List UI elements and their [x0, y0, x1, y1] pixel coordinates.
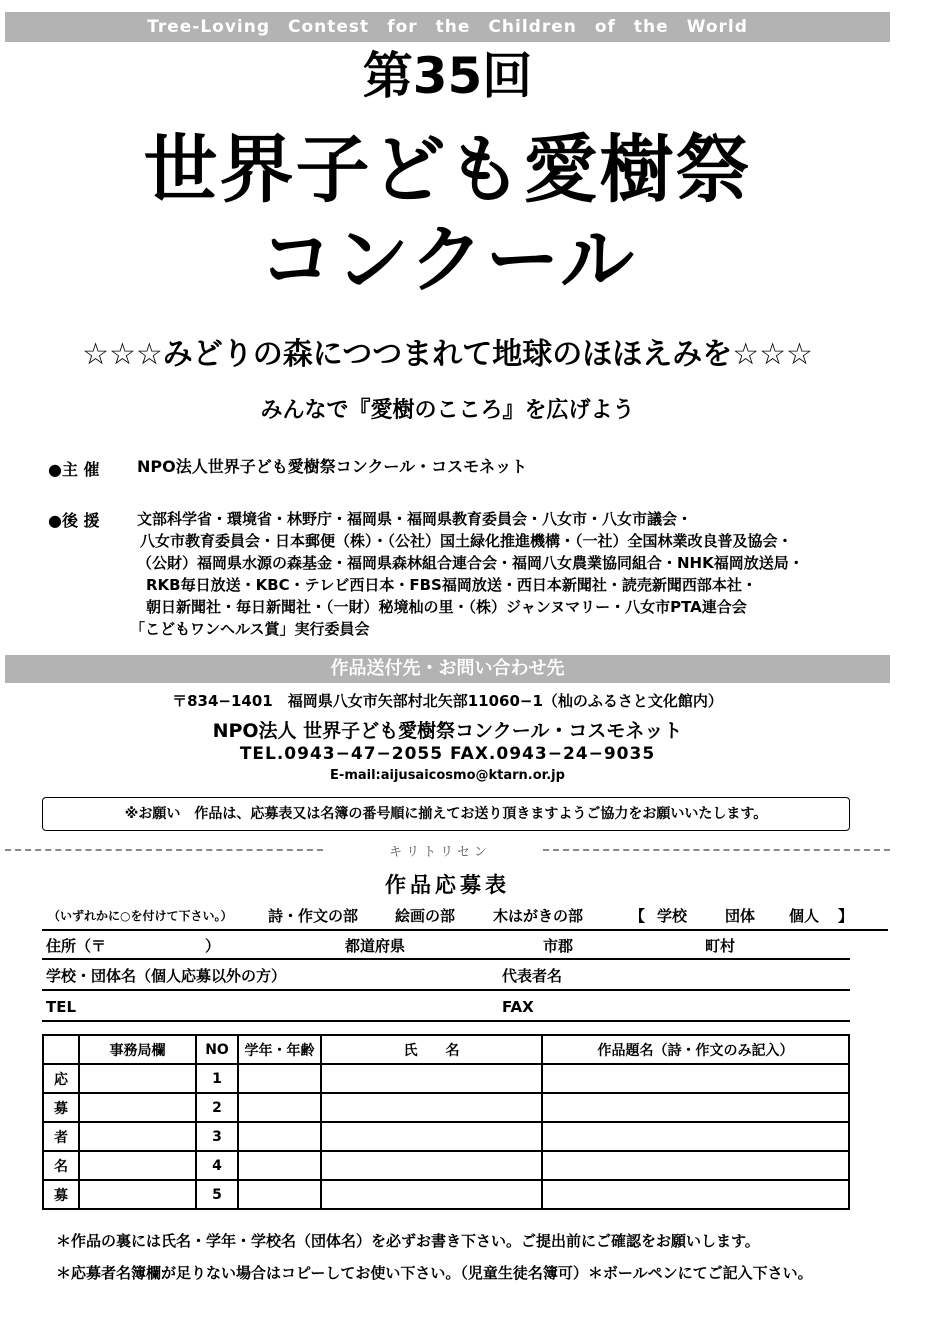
fax-label: FAX — [502, 998, 534, 1016]
contact-banner: 作品送付先・お問い合わせ先 — [5, 655, 890, 683]
name-cell[interactable] — [321, 1180, 542, 1209]
edition-title: 第35回 — [362, 47, 533, 105]
work-title-cell[interactable] — [542, 1122, 849, 1151]
main-title-line1: 世界子ども愛樹祭 — [143, 127, 752, 213]
type-bracket-open: 【 — [630, 907, 646, 925]
grade-cell[interactable] — [238, 1122, 321, 1151]
grade-cell[interactable] — [238, 1093, 321, 1122]
work-title-cell[interactable] — [542, 1151, 849, 1180]
side-label: 者 — [43, 1122, 79, 1151]
organizer-label: ●主 催 — [48, 460, 100, 479]
contact-email[interactable]: E-mail:aijusaicosmo@ktarn.or.jp — [330, 768, 565, 783]
table-row — [43, 1093, 849, 1122]
cut-line-left — [5, 849, 323, 851]
side-label: 名 — [43, 1151, 79, 1180]
pref-label: 都道府県 — [345, 937, 406, 955]
table-row — [43, 1151, 849, 1180]
type-bracket-close: 】 — [838, 907, 854, 925]
work-title-cell[interactable] — [542, 1093, 849, 1122]
table-row — [43, 1180, 849, 1209]
slogan: ☆☆☆みどりの森につつまれて地球のほほえみを☆☆☆ — [82, 337, 813, 372]
table-header-row — [43, 1035, 849, 1064]
row-number: 2 — [196, 1093, 238, 1122]
type-school[interactable]: 学校 — [657, 907, 688, 925]
header-word: the — [633, 17, 669, 37]
office-cell — [79, 1151, 196, 1180]
form-instruction: （いずれかに○を付けて下さい。） — [48, 909, 233, 923]
sponsor-line: 文部科学省・環境省・林野庁・福岡県・福岡県教育委員会・八女市・八女市議会・ — [137, 510, 693, 528]
main-title-line2: コンクール — [258, 217, 637, 303]
type-individual[interactable]: 個人 — [789, 907, 820, 925]
category-poem[interactable]: 詩・作文の部 — [268, 907, 359, 925]
sponsor-line: 「こどもワンヘルス賞」実行委員会 — [130, 620, 370, 638]
header-word: the — [435, 17, 471, 37]
row-number: 5 — [196, 1180, 238, 1209]
office-cell — [79, 1064, 196, 1093]
table-row — [43, 1064, 849, 1093]
name-cell[interactable] — [321, 1093, 542, 1122]
sub-slogan: みんなで『愛樹のこころ』を広げよう — [260, 398, 635, 423]
entry-table — [42, 1034, 850, 1210]
note-line: ＊作品の裏には氏名・学年・学校名（団体名）を必ずお書き下さい。ご提出前にご確認をお願いします。 — [56, 1232, 760, 1250]
header-word: Contest — [288, 17, 370, 37]
name-cell[interactable] — [321, 1064, 542, 1093]
sponsor-line: 八女市教育委員会・日本郵便（株）・（公社）国土緑化推進機構・（一社）全国林業改良普及協会・ — [140, 532, 793, 550]
contact-address: 〒834−1401 福岡県八女市矢部村北矢部11060−1（杣のふるさと文化館内） — [172, 692, 723, 710]
note-line: ＊応募者名簿欄が足りない場合はコピーしてお使い下さい。（児童生徒名簿可）＊ボールペンにてご記入下さい。 — [56, 1264, 813, 1282]
form-rule — [42, 1020, 850, 1022]
type-group[interactable]: 団体 — [725, 907, 756, 925]
row-number: 1 — [196, 1064, 238, 1093]
school-label: 学校・団体名（個人応募以外の方） — [46, 967, 287, 985]
grade-cell[interactable] — [238, 1180, 321, 1209]
category-postcard[interactable]: 木はがきの部 — [493, 907, 584, 925]
organizer-value: NPO法人世界子ども愛樹祭コンクール・コスモネット — [137, 457, 528, 476]
request-scroll: ※お願い 作品は、応募表又は名簿の番号順に揃えてお送り頂きますようご協力をお願いいたします。 — [42, 797, 850, 831]
address-label: 住所（〒 — [46, 937, 107, 955]
office-cell — [79, 1122, 196, 1151]
sponsor-line: （公財）福岡県水源の森基金・福岡県森林組合連合会・福岡八女農業協同組合・NHK福岡放送局・ — [137, 554, 804, 572]
table-corner — [43, 1035, 79, 1064]
header-office: 事務局欄 — [79, 1035, 196, 1064]
contact-tel: TEL.0943−47−2055 FAX.0943−24−9035 — [239, 744, 656, 764]
row-number: 4 — [196, 1151, 238, 1180]
address-close: ） — [205, 937, 221, 955]
header-word: Children — [488, 17, 577, 37]
name-cell[interactable] — [321, 1151, 542, 1180]
form-rule — [42, 958, 850, 960]
work-title-cell[interactable] — [542, 1064, 849, 1093]
category-painting[interactable]: 絵画の部 — [395, 907, 456, 925]
header-name: 氏 名 — [321, 1035, 542, 1064]
side-label: 応 — [43, 1064, 79, 1093]
table-row — [43, 1122, 849, 1151]
grade-cell[interactable] — [238, 1064, 321, 1093]
rep-label: 代表者名 — [502, 967, 563, 985]
work-title-cell[interactable] — [542, 1180, 849, 1209]
header-word: of — [594, 17, 616, 37]
cut-line-right — [543, 849, 890, 851]
header-no: NO — [196, 1035, 238, 1064]
side-label: 募 — [43, 1180, 79, 1209]
side-label: 募 — [43, 1093, 79, 1122]
sponsor-line: 朝日新聞社・毎日新聞社・（一財）秘境杣の里・（株）ジャンヌマリー・八女市PTA連合会 — [146, 598, 747, 616]
form-rule — [42, 989, 850, 991]
header-word: for — [387, 17, 418, 37]
sponsor-line: RKB毎日放送・KBC・テレビ西日本・FBS福岡放送・西日本新聞社・読売新聞西部本社・ — [146, 576, 757, 594]
grade-cell[interactable] — [238, 1151, 321, 1180]
header-grade: 学年・年齢 — [238, 1035, 321, 1064]
form-title: 作品応募表 — [385, 873, 510, 897]
cut-label: キリトリセン — [389, 845, 491, 860]
name-cell[interactable] — [321, 1122, 542, 1151]
header-word: World — [686, 17, 748, 37]
header-word: Tree-Loving — [147, 17, 271, 37]
row-number: 3 — [196, 1122, 238, 1151]
tel-label: TEL — [46, 998, 77, 1016]
city-label: 市郡 — [543, 937, 574, 955]
header-banner — [5, 12, 890, 42]
header-work-title: 作品題名（詩・作文のみ記入） — [542, 1035, 849, 1064]
office-cell — [79, 1180, 196, 1209]
town-label: 町村 — [705, 937, 736, 955]
sponsors-label: ●後 援 — [48, 511, 100, 530]
form-rule — [42, 929, 888, 931]
office-cell — [79, 1093, 196, 1122]
contact-org: NPO法人 世界子ども愛樹祭コンクール・コスモネット — [212, 720, 683, 742]
